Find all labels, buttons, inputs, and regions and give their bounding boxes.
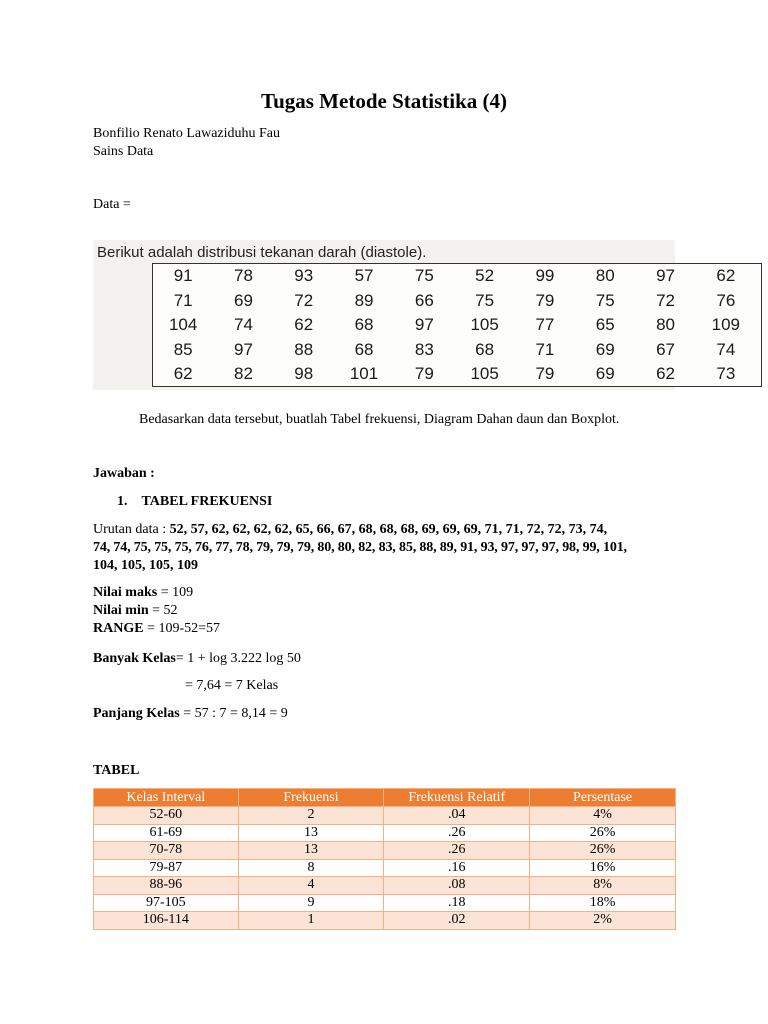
data-grid-cell: 82: [233, 364, 253, 384]
kelas-label: Banyak Kelas: [93, 651, 176, 666]
table-cell: 88-96: [94, 877, 239, 895]
table-cell: 8%: [530, 877, 676, 895]
max-label: Nilai maks: [93, 585, 158, 600]
header-frekuensi-relatif: Frekuensi Relatif: [384, 789, 530, 807]
min-value: = 52: [148, 603, 178, 618]
table-cell: 26%: [530, 824, 676, 842]
data-grid-cell: 97: [656, 266, 675, 286]
ordered-data-line1: 52, 57, 62, 62, 62, 62, 65, 66, 67, 68, 68, 68, 69, 69, 69, 71, 71, 72, 72, 73, 74,: [169, 522, 608, 537]
data-grid-cell: 62: [656, 364, 675, 384]
table-cell: .18: [384, 894, 530, 912]
data-grid-cell: 79: [414, 364, 434, 384]
data-grid-cell: 62: [173, 364, 193, 384]
data-grid-cell: 72: [294, 290, 314, 310]
data-grid-row: [153, 264, 761, 289]
ordered-data-label: Urutan data :: [93, 522, 170, 537]
table-cell: 9: [238, 894, 384, 912]
range-value: = 109-52=57: [143, 621, 221, 636]
max-value: = 109: [157, 585, 194, 600]
data-grid-cell: 104: [168, 315, 198, 335]
ordered-data-line3: 104, 105, 105, 109: [93, 558, 198, 573]
data-grid-cell: 105: [470, 315, 499, 335]
data-grid-cell: 68: [354, 339, 374, 359]
table-cell: .02: [384, 912, 530, 930]
table-cell: 4: [238, 877, 384, 895]
table-cell: 2%: [530, 912, 676, 930]
data-grid-cell: 73: [716, 364, 736, 384]
min-label: Nilai min: [93, 603, 149, 618]
kelas-line: [93, 650, 301, 668]
data-grid-cell: 62: [716, 266, 736, 286]
data-grid-cell: 69: [595, 339, 615, 359]
max-line: [93, 584, 193, 602]
data-grid-cell: 57: [354, 266, 374, 286]
range-label: RANGE: [93, 621, 144, 636]
data-grid-cell: 97: [233, 339, 253, 359]
data-grid: [152, 263, 762, 387]
data-grid-row: [153, 362, 761, 387]
data-grid-cell: 68: [354, 315, 374, 335]
data-grid-cell: 79: [535, 290, 555, 310]
frequency-table: [93, 788, 676, 930]
data-grid-cell: 67: [656, 339, 675, 359]
data-grid-cell: 75: [475, 290, 495, 310]
program-name: Sains Data: [93, 144, 154, 159]
table-cell: .16: [384, 859, 530, 877]
ordered-data: [93, 521, 683, 575]
data-image: [93, 240, 740, 390]
data-grid-cell: 85: [173, 339, 193, 359]
data-grid-cell: 89: [354, 290, 374, 310]
data-grid-cell: 97: [414, 315, 434, 335]
table-row: [94, 912, 676, 930]
data-grid-cell: 52: [475, 266, 495, 286]
data-grid-cell: 93: [294, 266, 314, 286]
kelas-result: = 7,64 = 7 Kelas: [185, 678, 279, 693]
table-cell: 8: [238, 859, 384, 877]
table-cell: .08: [384, 877, 530, 895]
data-grid-cell: 68: [475, 339, 495, 359]
data-grid-cell: 98: [294, 364, 314, 384]
data-grid-cell: 69: [233, 290, 253, 310]
data-grid-cell: 78: [233, 266, 253, 286]
section-heading: 1. TABEL FREKUENSI: [117, 494, 273, 509]
table-cell: 1: [238, 912, 384, 930]
table-cell: 18%: [530, 894, 676, 912]
kelas-value: = 1 + log 3.222 log 50: [175, 651, 301, 666]
header-persentase: Persentase: [530, 789, 676, 807]
data-grid-row: [153, 313, 761, 338]
data-grid-cell: 66: [414, 290, 434, 310]
page-title: Tugas Metode Statistika (4): [261, 89, 507, 113]
table-header-row: [94, 789, 676, 807]
table-cell: 106-114: [94, 912, 239, 930]
data-grid-cell: 76: [716, 290, 736, 310]
data-grid-cell: 109: [711, 315, 740, 335]
data-grid-cell: 101: [349, 364, 379, 384]
panjang-line: [93, 705, 288, 723]
table-cell: 61-69: [94, 824, 239, 842]
table-cell: 4%: [530, 807, 676, 825]
table-cell: 97-105: [94, 894, 239, 912]
data-grid-row: [153, 338, 761, 363]
data-grid-cell: 62: [294, 315, 314, 335]
data-image-caption: Berikut adalah distribusi tekanan darah (diastole).: [97, 244, 427, 261]
data-grid-cell: 65: [595, 315, 615, 335]
data-grid-cell: 72: [656, 290, 675, 310]
panjang-value: = 57 : 7 = 8,14 = 9: [179, 706, 288, 721]
header-frekuensi: Frekuensi: [238, 789, 384, 807]
data-grid-cell: 91: [173, 266, 193, 286]
ordered-data-line2: 74, 74, 75, 75, 75, 76, 77, 78, 79, 79, 79, 80, 80, 82, 83, 85, 88, 89, 91, 93, 97, 97, 97, 98, 99, 101,: [93, 540, 627, 555]
table-cell: 26%: [530, 842, 676, 860]
table-cell: .26: [384, 842, 530, 860]
table-row: [94, 894, 676, 912]
data-grid-cell: 74: [716, 339, 736, 359]
data-grid-cell: 79: [535, 364, 555, 384]
table-cell: .04: [384, 807, 530, 825]
author-name: Bonfilio Renato Lawaziduhu Fau: [93, 126, 281, 141]
data-grid-cell: 77: [535, 315, 555, 335]
table-cell: 52-60: [94, 807, 239, 825]
table-cell: 79-87: [94, 859, 239, 877]
data-grid-cell: 88: [294, 339, 314, 359]
data-grid-cell: 75: [595, 290, 615, 310]
data-grid-cell: 105: [470, 364, 499, 384]
data-grid-cell: 71: [173, 290, 193, 310]
min-line: [93, 602, 178, 620]
data-grid-cell: 74: [233, 315, 253, 335]
data-grid-cell: 69: [595, 364, 615, 384]
table-cell: 13: [238, 842, 384, 860]
table-cell: 70-78: [94, 842, 239, 860]
range-line: [93, 620, 220, 638]
answer-label: Jawaban :: [93, 466, 155, 481]
table-cell: 13: [238, 824, 384, 842]
instruction-text: Bedasarkan data tersebut, buatlah Tabel frekuensi, Diagram Dahan daun dan Boxplot.: [139, 412, 620, 427]
table-cell: 2: [238, 807, 384, 825]
table-cell: .26: [384, 824, 530, 842]
data-grid-cell: 80: [656, 315, 675, 335]
table-row: [94, 877, 676, 895]
header-kelas-interval: Kelas Interval: [94, 789, 239, 807]
data-grid-cell: 75: [414, 266, 434, 286]
data-label: Data =: [93, 197, 131, 212]
table-row: [94, 842, 676, 860]
table-row: [94, 859, 676, 877]
data-grid-cell: 71: [535, 339, 555, 359]
table-label: TABEL: [93, 763, 140, 778]
table-row: [94, 824, 676, 842]
panjang-label: Panjang Kelas: [93, 706, 180, 721]
table-row: [94, 807, 676, 825]
data-grid-row: [153, 289, 761, 314]
table-cell: 16%: [530, 859, 676, 877]
data-grid-cell: 99: [535, 266, 555, 286]
data-grid-cell: 83: [414, 339, 434, 359]
data-grid-cell: 80: [595, 266, 615, 286]
